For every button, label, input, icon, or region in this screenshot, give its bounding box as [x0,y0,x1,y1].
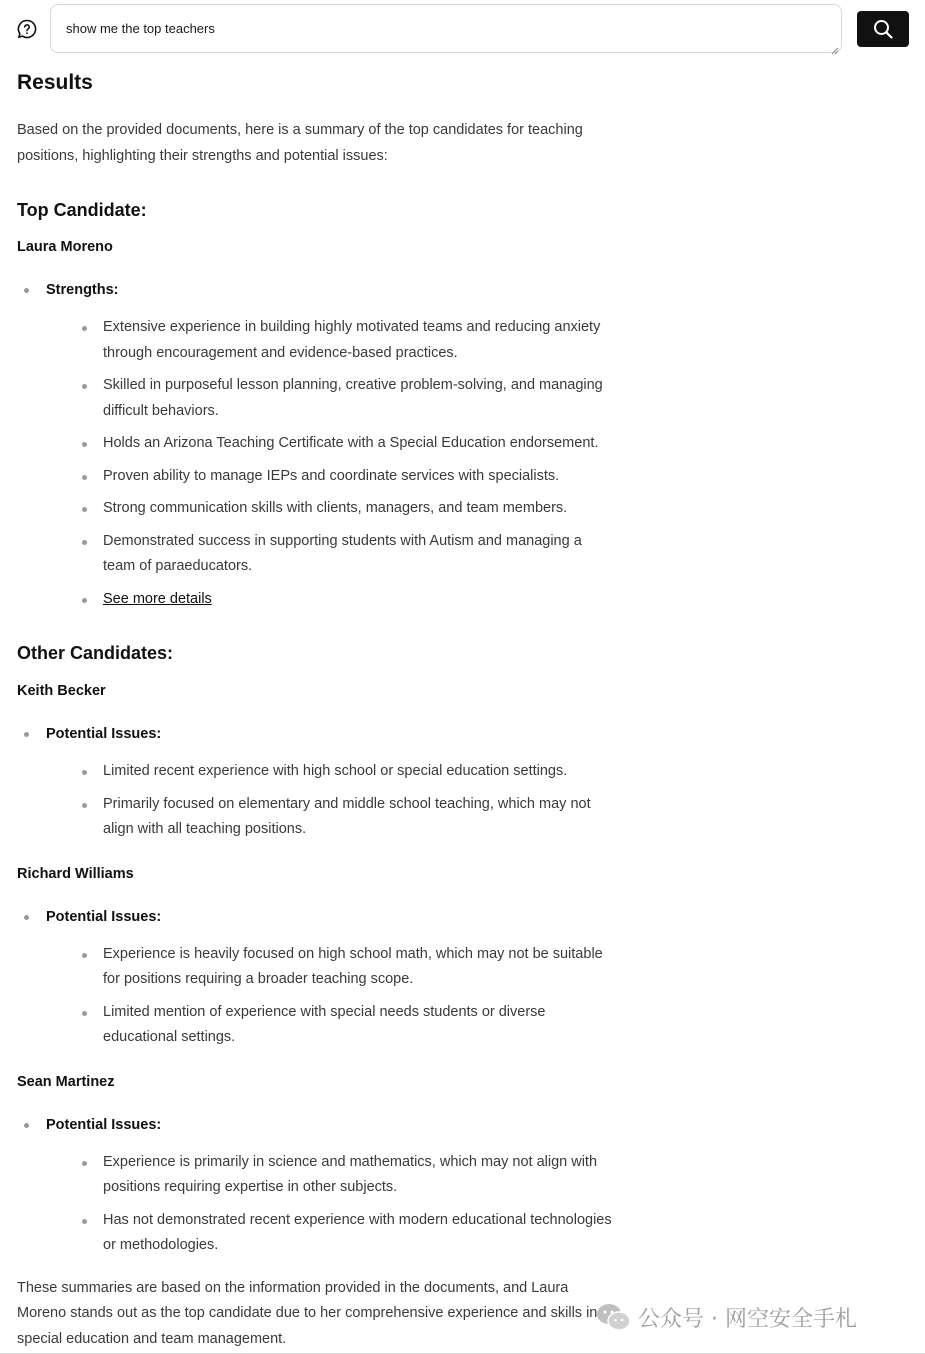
list-item: Experience is primarily in science and mathematics, which may not align with positions requiring expertise in other subjects. [46,1150,617,1201]
strengths-label: Strengths: Extensive experience in building highly motivated teams and reducing anxiety through encouragement and evidence-based practices. Skilled in purposeful lesson planning, creative problem-solving, and managing difficult behaviors. Holds an Arizona Teaching Certificate with a Special Education endorsement. Proven ability to manage IEPs and coordinate services with specialists. Strong communication skills with clients, managers, and team members. Demonstrated success in supporting students with Autism and managing a team of paraeducators. See more details [17,280,617,612]
candidate-issues-list [17,724,617,843]
potential-issues-label: Potential Issues: Limited recent experience with high school or special education settings. Primarily focused on elementary and middle school teaching, which may not align with all teaching positions. [17,724,617,843]
search-input[interactable] [50,4,842,53]
candidate-name: Richard Williams [17,865,134,882]
list-item: Experience is heavily focused on high school math, which may not be suitable for positions requiring a broader teaching scope. [46,942,617,993]
top-bar [0,0,925,58]
search-button[interactable] [857,11,909,47]
list-item: Has not demonstrated recent experience with modern educational technologies or methodologies. [46,1208,617,1259]
see-more-details-link[interactable]: See more details [103,590,212,607]
see-more-details-item [46,587,617,613]
resize-grip-icon[interactable] [831,42,839,50]
list-item: Strong communication skills with clients, managers, and team members. [46,496,617,522]
candidate-name: Keith Becker [17,683,106,699]
potential-issues-label: Potential Issues: Experience is primarily in science and mathematics, which may not align with positions requiring expertise in other subjects. Has not demonstrated recent experience with modern educational technologies or methodologies. [17,1115,617,1259]
watermark [596,1300,906,1334]
list-item: Proven ability to manage IEPs and coordinate services with specialists. [46,464,617,490]
list-item: Demonstrated success in supporting students with Autism and managing a team of paraeducators. [46,529,617,580]
results-intro: Based on the provided documents, here is a summary of the top candidates for teaching positions, highlighting their strengths and potential issues: [17,122,583,164]
watermark-text: 公众号 · 网空安全手札 [638,1307,857,1332]
results-conclusion: These summaries are based on the information provided in the documents, and Laura Moreno stands out as the top candidate due to her comprehensive experience and skills in special education and team management. [17,1279,598,1347]
candidate-name: Laura Moreno [17,239,113,255]
list-item: Limited mention of experience with special needs students or diverse educational settings. [46,1000,617,1051]
search-icon [873,19,893,39]
results-title: Results [17,71,93,94]
list-item: Holds an Arizona Teaching Certificate with a Special Education endorsement. [46,431,617,457]
top-candidate-list [17,280,617,612]
list-item: Skilled in purposeful lesson planning, creative problem-solving, and managing difficult behaviors. [46,373,617,424]
candidate-issues-list [17,907,617,1051]
list-item: Primarily focused on elementary and middle school teaching, which may not align with all teaching positions. [46,792,617,843]
other-candidates-heading: Other Candidates: [17,643,174,663]
candidate-name: Sean Martinez [17,1073,115,1090]
wechat-icon [596,1302,632,1332]
results-panel [17,67,617,1352]
candidate-issues-list [17,1115,617,1259]
chat-icon[interactable] [16,18,38,40]
top-candidate-heading: Top Candidate: [17,200,147,220]
search-query-text: show me the top teachers [66,21,215,36]
list-item: Limited recent experience with high school or special education settings. [46,759,617,785]
list-item: Extensive experience in building highly motivated teams and reducing anxiety through encouragement and evidence-based practices. [46,315,617,366]
potential-issues-label: Potential Issues: Experience is heavily focused on high school math, which may not be suitable for positions requiring a broader teaching scope. Limited mention of experience with special needs students or diverse educational settings. [17,907,617,1051]
